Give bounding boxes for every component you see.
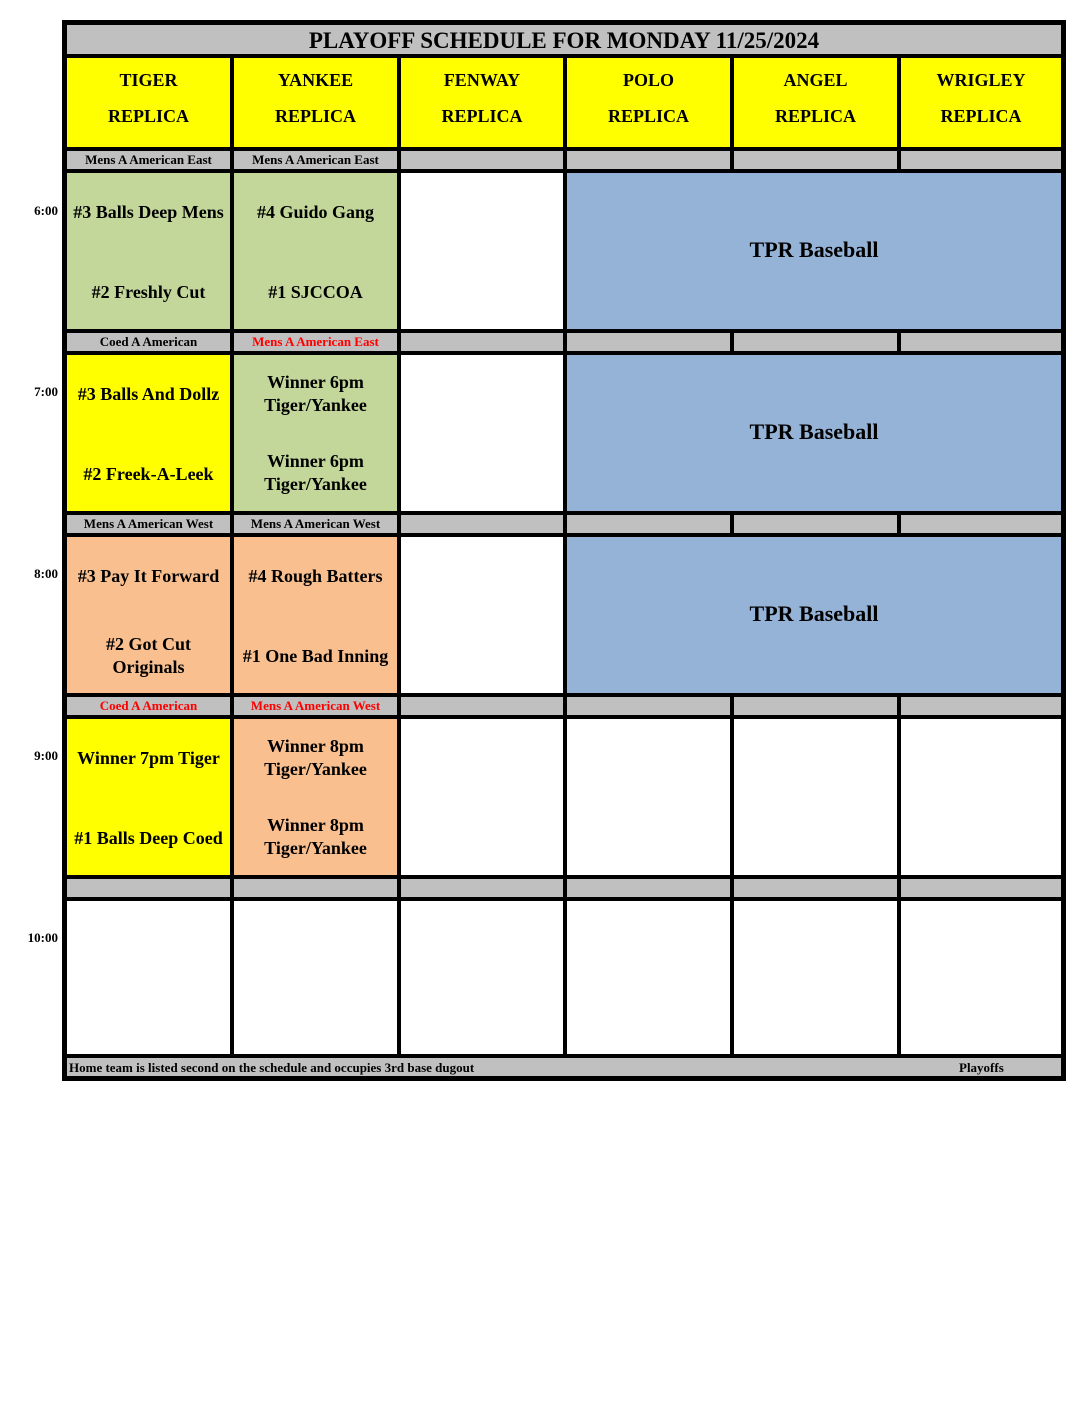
- home-team: #2 Freek-A-Leek: [83, 464, 214, 484]
- division-label: Mens A American East: [232, 149, 399, 171]
- park-header-angel: [732, 56, 899, 149]
- home-team: Winner 6pm Tiger/Yankee: [264, 451, 367, 494]
- park-sub: REPLICA: [940, 106, 1022, 126]
- division-label: Mens A American West: [65, 513, 232, 535]
- division-label-empty: [399, 149, 565, 171]
- schedule-sheet: [62, 20, 1066, 1081]
- empty-cell-10-wrigley: [899, 899, 1063, 1056]
- division-label-empty: [565, 149, 732, 171]
- division-label-empty: [732, 149, 899, 171]
- division-label: Coed A American: [65, 331, 232, 353]
- park-name: POLO: [622, 70, 674, 90]
- division-label-empty: [732, 513, 899, 535]
- division-label: Mens A American East: [65, 149, 232, 171]
- footer-bar: [65, 1056, 1063, 1078]
- division-label-empty: [899, 331, 1063, 353]
- division-label: Coed A American: [65, 695, 232, 717]
- time-label-9: 9:00: [34, 748, 58, 763]
- home-team: #1 Balls Deep Coed: [74, 828, 223, 848]
- away-team: #4 Guido Gang: [256, 202, 375, 222]
- park-header-polo: [565, 56, 732, 149]
- reserved-label: TPR Baseball: [749, 237, 879, 262]
- division-label-empty: [399, 331, 565, 353]
- empty-cell-10-polo: [565, 899, 732, 1056]
- division-label-empty: [899, 149, 1063, 171]
- park-name: ANGEL: [783, 70, 848, 90]
- reserved-block-7: [565, 353, 1063, 513]
- home-team: #1 One Bad Inning: [242, 646, 389, 666]
- division-label-empty: [899, 877, 1063, 899]
- empty-cell-9-polo: [565, 717, 732, 877]
- park-name: FENWAY: [443, 70, 521, 90]
- division-label-empty: [399, 877, 565, 899]
- away-team: Winner 6pm Tiger/Yankee: [264, 372, 367, 415]
- park-header-wrigley: [899, 56, 1063, 149]
- time-label-7: 7:00: [34, 384, 58, 399]
- empty-cell-9-fenway: [399, 717, 565, 877]
- park-sub: REPLICA: [774, 106, 856, 126]
- time-label-6: 6:00: [34, 203, 58, 218]
- division-label-empty: [565, 695, 732, 717]
- reserved-label: TPR Baseball: [749, 419, 879, 444]
- park-name: TIGER: [119, 70, 178, 90]
- park-sub: REPLICA: [441, 106, 523, 126]
- away-team: Winner 7pm Tiger: [77, 748, 220, 768]
- game-cell-9-tiger: [65, 717, 232, 877]
- time-label-10: 10:00: [27, 930, 58, 945]
- park-name: WRIGLEY: [936, 70, 1026, 90]
- empty-cell-9-angel: [732, 717, 899, 877]
- division-label-empty: [732, 331, 899, 353]
- away-team: #4 Rough Batters: [248, 566, 383, 586]
- division-label: Mens A American West: [232, 513, 399, 535]
- division-label: Mens A American West: [232, 695, 399, 717]
- division-label-empty: [565, 877, 732, 899]
- park-sub: REPLICA: [274, 106, 356, 126]
- away-team: Winner 8pm Tiger/Yankee: [264, 736, 367, 779]
- away-team: #3 Pay It Forward: [77, 566, 220, 586]
- footer-note: Home team is listed second on the schedule and occupies 3rd base dugout: [69, 1060, 475, 1075]
- game-cell-7-yankee: [232, 353, 399, 513]
- away-team: #3 Balls And Dollz: [77, 384, 220, 404]
- empty-cell-8-fenway: [399, 535, 565, 695]
- page-title: PLAYOFF SCHEDULE FOR MONDAY 11/25/2024: [65, 23, 1063, 56]
- division-label-empty: [732, 695, 899, 717]
- home-team: Winner 8pm Tiger/Yankee: [264, 815, 367, 858]
- game-cell-6-yankee: [232, 171, 399, 331]
- reserved-block-8: [565, 535, 1063, 695]
- empty-cell-10-yankee: [232, 899, 399, 1056]
- game-cell-8-tiger: [65, 535, 232, 695]
- division-label-empty: [899, 695, 1063, 717]
- game-cell-6-tiger: [65, 171, 232, 331]
- empty-cell-7-fenway: [399, 353, 565, 513]
- division-label-empty: [399, 513, 565, 535]
- home-team: #2 Got Cut Originals: [106, 634, 191, 677]
- division-label-empty: [65, 877, 232, 899]
- park-sub: REPLICA: [607, 106, 689, 126]
- division-label-empty: [565, 331, 732, 353]
- reserved-label: TPR Baseball: [749, 601, 879, 626]
- division-label-empty: [732, 877, 899, 899]
- empty-cell-10-angel: [732, 899, 899, 1056]
- park-name: YANKEE: [277, 70, 354, 90]
- game-cell-7-tiger: [65, 353, 232, 513]
- home-team: #1 SJCCOA: [268, 282, 363, 302]
- time-label-8: 8:00: [34, 566, 58, 581]
- game-cell-8-yankee: [232, 535, 399, 695]
- empty-cell-10-tiger: [65, 899, 232, 1056]
- footer-label: Playoffs: [959, 1060, 1004, 1075]
- division-label-empty: [565, 513, 732, 535]
- home-team: #2 Freshly Cut: [91, 282, 206, 302]
- park-header-yankee: [232, 56, 399, 149]
- division-label-empty: [232, 877, 399, 899]
- empty-cell-9-wrigley: [899, 717, 1063, 877]
- division-label: Mens A American East: [232, 331, 399, 353]
- away-team: #3 Balls Deep Mens: [73, 202, 224, 222]
- park-sub: REPLICA: [107, 106, 189, 126]
- division-label-empty: [399, 695, 565, 717]
- division-label-empty: [899, 513, 1063, 535]
- reserved-block-6: [565, 171, 1063, 331]
- empty-cell-6-fenway: [399, 171, 565, 331]
- park-header-fenway: [399, 56, 565, 149]
- park-header-tiger: [65, 56, 232, 149]
- game-cell-9-yankee: [232, 717, 399, 877]
- empty-cell-10-fenway: [399, 899, 565, 1056]
